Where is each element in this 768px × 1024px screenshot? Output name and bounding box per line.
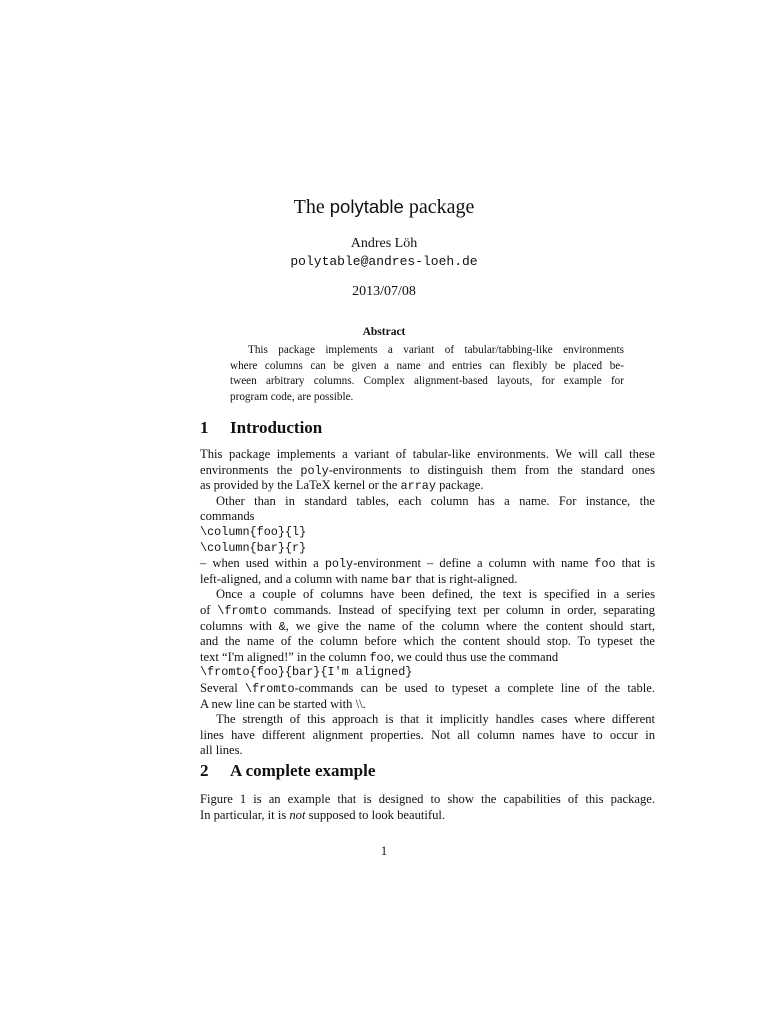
text-line: all lines. <box>200 743 243 758</box>
text-line: Several \fromto-commands can be used to typeset a complete line of the table. <box>200 680 656 696</box>
introduction-body <box>200 447 655 759</box>
abstract-line: tween arbitrary columns. Complex alignment-based layouts, for example for <box>230 375 624 388</box>
text-line: lines have different alignment properties. Not all column names have to occur in <box>200 727 655 742</box>
code-line: \column{bar}{r} <box>200 540 307 555</box>
text-line: text “I'm aligned!” in the column foo, we could thus use the command <box>200 649 559 665</box>
title-package-name: polytable <box>329 196 404 217</box>
text-line: left-aligned, and a column with name bar that is right-aligned. <box>200 571 518 587</box>
text-line: and the name of the column before which the content should stop. To typeset the <box>200 634 655 649</box>
abstract-line: where columns can be given a name and entries can flexibly be placed be- <box>230 359 624 372</box>
text-line: Other than in standard tables, each column has a name. For instance, the <box>216 493 655 508</box>
section-number: 1 <box>200 418 209 437</box>
abstract-heading: Abstract <box>362 326 406 338</box>
text-line: A new line can be started with \\. <box>200 696 366 711</box>
text-line: as provided by the LaTeX kernel or the array package. <box>200 478 484 494</box>
paper-date: 2013/07/08 <box>352 284 416 299</box>
text-line: This package implements a variant of tabular-like environments. We will call these <box>200 447 655 461</box>
title-suffix: package <box>403 196 475 218</box>
abstract-line: program code, are possible. <box>230 390 354 403</box>
abstract-line: This package implements a variant of tabular/tabbing-like environments <box>248 344 624 356</box>
example-body <box>200 792 655 823</box>
text-line: columns with &, we give the name of the column where the content should start, <box>200 618 655 634</box>
text-line: commands <box>200 509 255 524</box>
section-heading-2 <box>200 761 375 781</box>
section-number: 2 <box>200 761 209 780</box>
text-line: – when used within a poly-environment – define a column with name foo that is <box>200 556 655 572</box>
text-line: The strength of this approach is that it implicitly handles cases where different <box>216 712 655 727</box>
code-line: \fromto{foo}{bar}{I'm aligned} <box>200 665 413 680</box>
author-name: Andres Löh <box>350 236 418 251</box>
abstract-body <box>230 344 624 406</box>
code-line: \column{foo}{l} <box>200 524 307 539</box>
text-line: environments the poly-environments to distinguish them from the standard ones <box>200 462 655 478</box>
text-line: of \fromto commands. Instead of specifying text per column in order, separating <box>200 602 655 618</box>
text-line: Once a couple of columns have been defined, the text is specified in a series <box>216 587 655 602</box>
section-title: Introduction <box>230 418 323 437</box>
section-title: A complete example <box>230 761 376 780</box>
section-heading-1 <box>200 418 322 438</box>
page-number: 1 <box>380 844 388 858</box>
author-email: polytable@andres-loeh.de <box>290 254 478 269</box>
text-line: Figure 1 is an example that is designed to show the capabilities of this package. <box>200 792 655 806</box>
title-prefix: The <box>293 196 330 218</box>
text-line: In particular, it is not supposed to look beautiful. <box>200 807 446 822</box>
paper-title <box>0 196 768 219</box>
